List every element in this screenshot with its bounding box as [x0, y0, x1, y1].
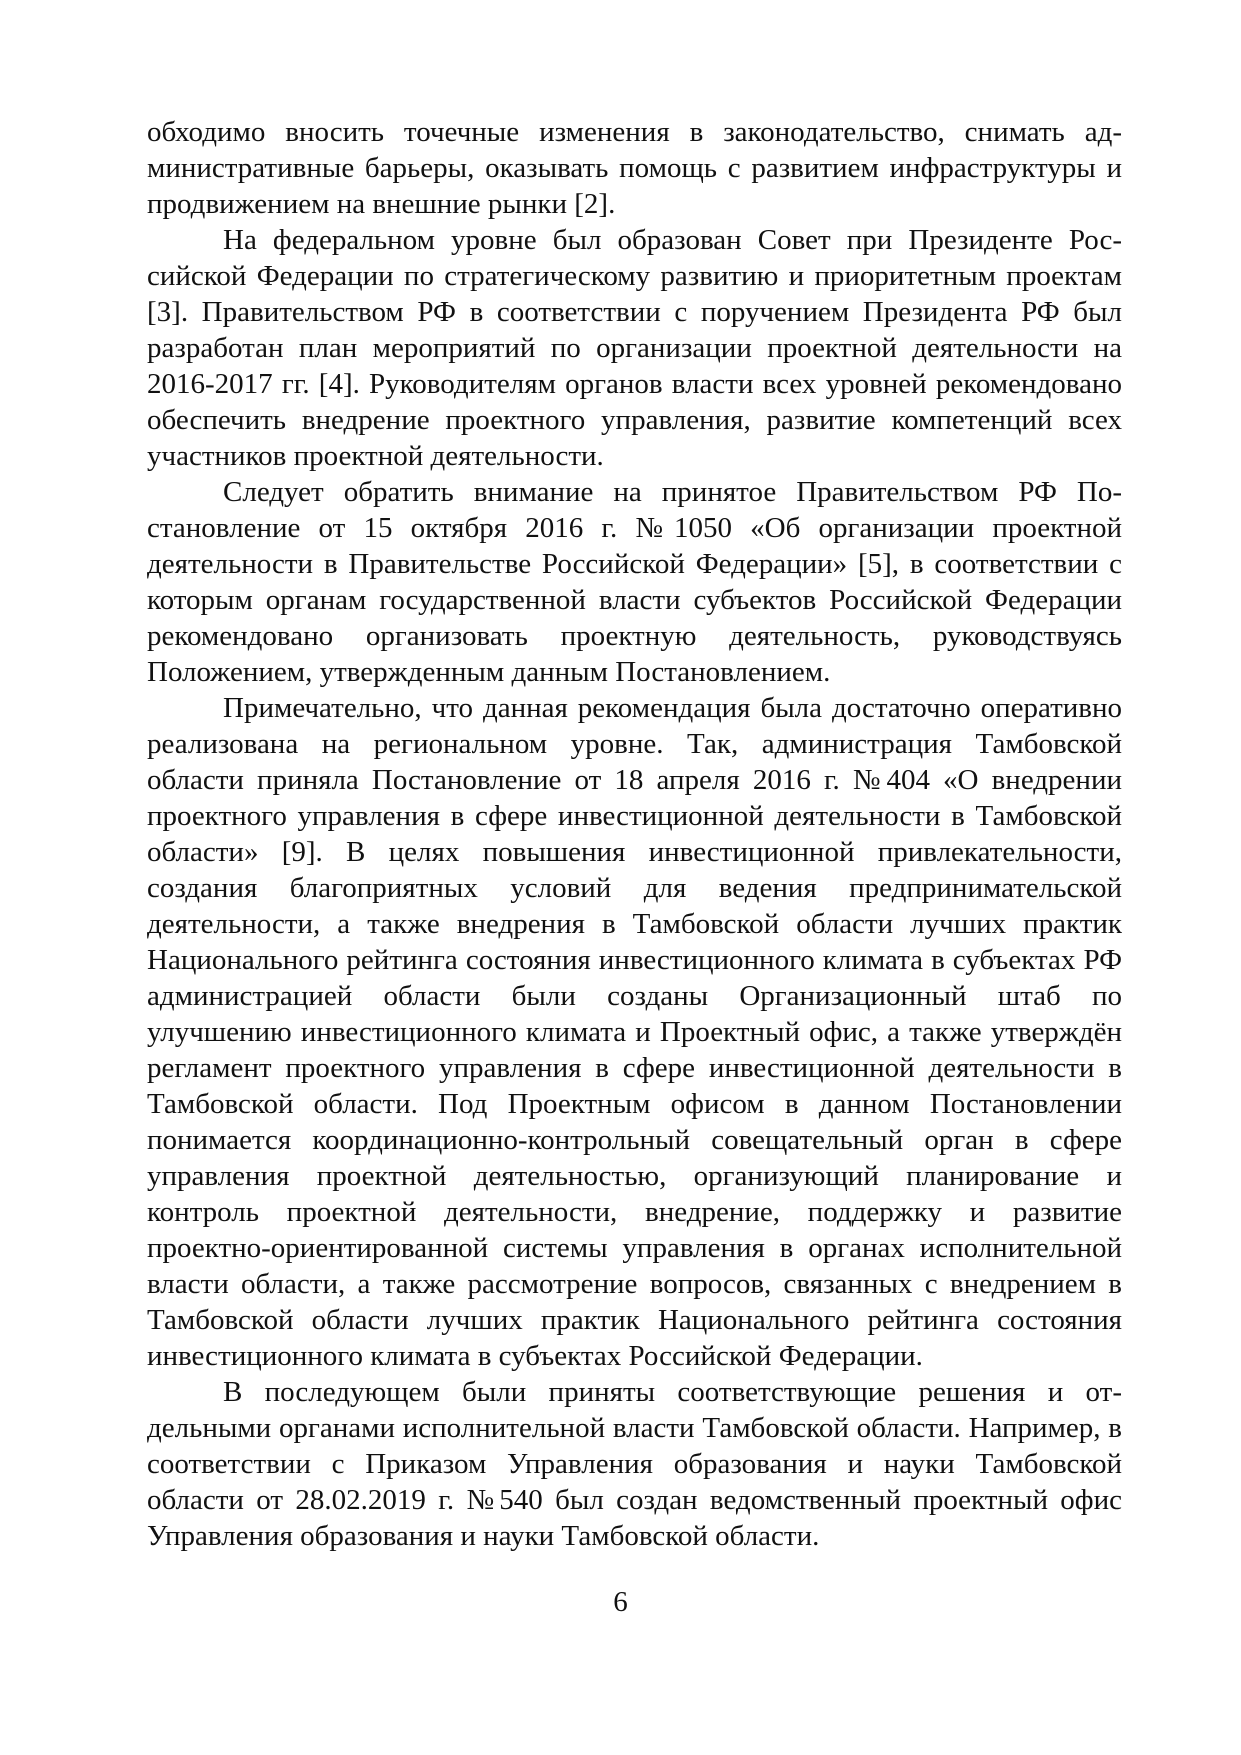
- document-body: [147, 114, 1122, 1554]
- paragraph-government-resolution: Следует обратить внимание на принятое Правительством РФ Постановление от 15 октября 2016 г. №1050 «Об организации проектной деятельности в Правительстве Российской Федерации» [5], в соответствии с которым органам государственной власти субъектов Российской Федерации рекомендовано организовать проектную деятельность, руководствуясь Положением, утвержденным данным Постановлением.: [147, 476, 1122, 688]
- paragraph-regional-implementation: Примечательно, что данная рекомендация была достаточно оперативно реализована на региональном уровне. Так, администрация Тамбовской области приняла Постановление от 18 апреля 2016 г. №404 «О внедрении проектного управления в сфере инвестиционной деятельности в Тамбовской области» [9]. В целях повышения инвестиционной привлекательности, создания благоприятных условий для ведения предпринимательской деятельности, а также внедрения в Тамбовской области лучших практик Национального рейтинга состояния инвестиционного климата в субъектах РФ администрацией области были созданы Организационный штаб по улучшению инвестиционного климата и Проектный офис, а также утверждён регламент проектного управления в сфере инвестиционной деятельности в Тамбовской области. Под Проектным офисом в данном Постановлении понимается координационно-контрольный совещательный орган в сфере управления проектной деятельностью, организующий планирование и контроль проектной деятельности, внедрение, поддержку и развитие проектно-ориентированной системы управления в органах исполнительной власти области, а также рассмотрение вопросов, связанных с внедрением в Тамбовской области лучших практик Национального рейтинга состояния инвестиционного климата в субъектах Российской Федерации.: [147, 692, 1122, 1372]
- page-number: 6: [613, 1586, 628, 1618]
- paragraph-federal-council: На федеральном уровне был образован Совет при Президенте Российской Федерации по стратегическому развитию и приоритетным проектам [3]. Правительством РФ в соответствии с поручением Президента РФ был разработан план мероприятий по организации проектной деятельности на 2016-2017 гг. [4]. Руководителям органов власти всех уровней рекомендовано обеспечить внедрение проектного управления, развитие компетенций всех участников проектной деятельности.: [147, 224, 1122, 472]
- paragraph-subsequent-decisions: В последующем были приняты соответствующие решения и отдельными органами исполнительной власти Тамбовской области. Например, в соответствии с Приказом Управления образования и науки Тамбовской области от 28.02.2019 г. №540 был создан ведомственный проектный офис Управления образования и науки Тамбовской области.: [147, 1376, 1122, 1552]
- paragraph-continuation: обходимо вносить точечные изменения в законодательство, снимать административные барьеры, оказывать помощь с развитием инфраструктуры и продвижением на внешние рынки [2].: [147, 116, 1122, 220]
